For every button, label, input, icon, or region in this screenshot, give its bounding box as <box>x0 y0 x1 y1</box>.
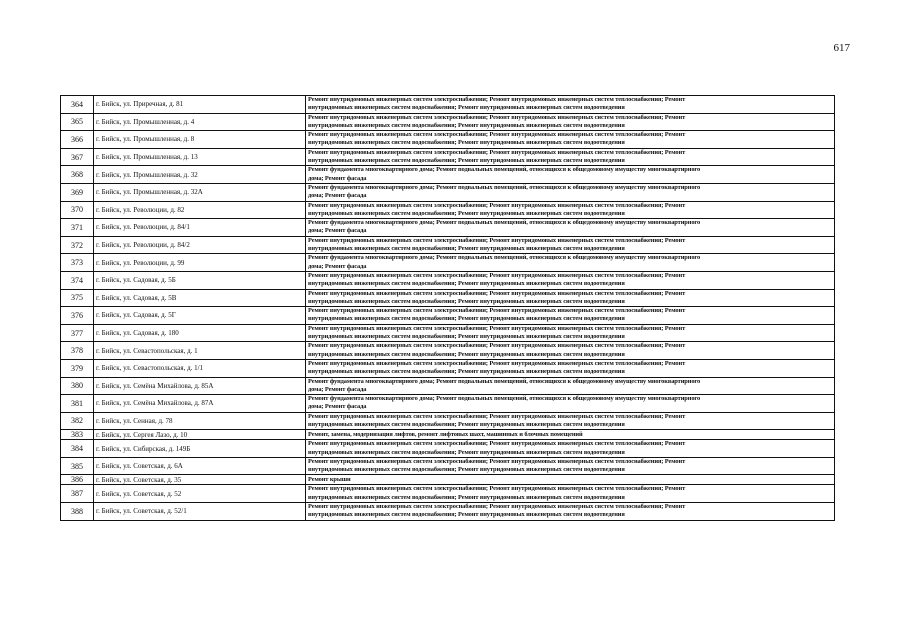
work-description-line: внутридомовых инженерных систем водоснабжения; Ремонт внутридомовых инженерных систем водоотведения <box>308 333 625 341</box>
work-description-cell <box>306 359 835 377</box>
address-cell: г. Бийск, ул. Промышленная, д. 32 <box>94 166 306 184</box>
work-description-line: Ремонт внутридомовых инженерных систем электроснабжения; Ремонт внутридомовых инженерных систем теплоснабжения; Ремонт <box>308 503 686 511</box>
work-description-cell <box>306 342 835 360</box>
address-cell: г. Бийск, ул. Сенная, д. 78 <box>94 412 306 430</box>
address-cell: г. Бийск, ул. Севастопольская, д. 1 <box>94 342 306 360</box>
table-row <box>61 271 835 289</box>
row-number: 371 <box>61 219 94 237</box>
address-cell: г. Бийск, ул. Промышленная, д. 32А <box>94 183 306 201</box>
work-description-line: Ремонт внутридомовых инженерных систем электроснабжения; Ремонт внутридомовых инженерных систем теплоснабжения; Ремонт <box>308 131 686 139</box>
address-cell: г. Бийск, ул. Советская, д. 35 <box>94 475 306 485</box>
table-row <box>61 183 835 201</box>
work-description-cell <box>306 113 835 131</box>
work-description-cell <box>306 440 835 458</box>
row-number: 381 <box>61 395 94 413</box>
table-row <box>61 131 835 149</box>
row-number: 376 <box>61 307 94 325</box>
work-description-cell <box>306 236 835 254</box>
work-description-line: Ремонт внутридомовых инженерных систем электроснабжения; Ремонт внутридомовых инженерных систем теплоснабжения; Ремонт <box>308 113 686 121</box>
address-cell: г. Бийск, ул. Революции, д. 99 <box>94 254 306 272</box>
page-number: 617 <box>833 42 850 54</box>
row-number: 379 <box>61 359 94 377</box>
work-description-line: Ремонт фундамента многоквартирного дома; Ремонт подвальных помещений, относящихся к общедомовому имуществу многоквартирного <box>308 166 701 174</box>
work-description-line: дома; Ремонт фасада <box>308 192 367 200</box>
work-description-line: Ремонт крыши <box>308 475 351 483</box>
row-number: 384 <box>61 440 94 458</box>
work-description-line: Ремонт внутридомовых инженерных систем электроснабжения; Ремонт внутридомовых инженерных систем теплоснабжения; Ремонт <box>308 412 686 420</box>
repair-works-table <box>60 95 835 521</box>
work-description-line: внутридомовых инженерных систем водоснабжения; Ремонт внутридомовых инженерных систем водоотведения <box>308 420 625 428</box>
work-description-line: внутридомовых инженерных систем водоснабжения; Ремонт внутридомовых инженерных систем водоотведения <box>308 139 625 147</box>
table-row <box>61 254 835 272</box>
work-description-line: дома; Ремонт фасада <box>308 403 367 411</box>
address-cell: г. Бийск, ул. Революции, д. 82 <box>94 201 306 219</box>
work-description-line: Ремонт, замена, модернизация лифтов, ремонт лифтовых шахт, машинных и блочных помещений <box>308 430 583 438</box>
work-description-line: внутридомовых инженерных систем водоснабжения; Ремонт внутридомовых инженерных систем водоотведения <box>308 493 625 501</box>
table-row <box>61 457 835 475</box>
address-cell: г. Бийск, ул. Сибирская, д. 149Б <box>94 440 306 458</box>
address-cell: г. Бийск, ул. Садовая, д. 5В <box>94 289 306 307</box>
address-cell: г. Бийск, ул. Садовая, д. 5Б <box>94 271 306 289</box>
row-number: 374 <box>61 271 94 289</box>
work-description-cell <box>306 430 835 440</box>
work-description-line: Ремонт фундамента многоквартирного дома; Ремонт подвальных помещений, относящихся к общедомовому имуществу многоквартирного <box>308 377 701 385</box>
address-cell: г. Бийск, ул. Садовая, д. 5Г <box>94 307 306 325</box>
work-description-line: внутридомовых инженерных систем водоснабжения; Ремонт внутридомовых инженерных систем водоотведения <box>308 209 625 217</box>
row-number: 366 <box>61 131 94 149</box>
work-description-cell <box>306 148 835 166</box>
address-cell: г. Бийск, ул. Советская, д. 52 <box>94 485 306 503</box>
work-description-cell <box>306 183 835 201</box>
work-description-line: Ремонт фундамента многоквартирного дома; Ремонт подвальных помещений, относящихся к общедомовому имуществу многоквартирного <box>308 183 701 191</box>
work-description-line: внутридомовых инженерных систем водоснабжения; Ремонт внутридомовых инженерных систем водоотведения <box>308 368 625 376</box>
work-description-line: внутридомовых инженерных систем водоснабжения; Ремонт внутридомовых инженерных систем водоотведения <box>308 280 625 288</box>
table-row <box>61 324 835 342</box>
table-row <box>61 395 835 413</box>
table-row <box>61 430 835 440</box>
work-description-cell <box>306 307 835 325</box>
row-number: 387 <box>61 485 94 503</box>
work-description-line: Ремонт внутридомовых инженерных систем электроснабжения; Ремонт внутридомовых инженерных систем теплоснабжения; Ремонт <box>308 485 686 493</box>
address-cell: г. Бийск, ул. Промышленная, д. 8 <box>94 131 306 149</box>
work-description-cell <box>306 503 835 521</box>
work-description-line: внутридомовых инженерных систем водоснабжения; Ремонт внутридомовых инженерных систем водоотведения <box>308 297 625 305</box>
work-description-cell <box>306 271 835 289</box>
row-number: 375 <box>61 289 94 307</box>
table-row <box>61 307 835 325</box>
work-description-line: внутридомовых инженерных систем водоснабжения; Ремонт внутридомовых инженерных систем водоотведения <box>308 448 625 456</box>
work-description-line: Ремонт внутридомовых инженерных систем электроснабжения; Ремонт внутридомовых инженерных систем теплоснабжения; Ремонт <box>308 324 686 332</box>
address-cell: г. Бийск, ул. Севастопольская, д. 1/1 <box>94 359 306 377</box>
work-description-line: Ремонт внутридомовых инженерных систем электроснабжения; Ремонт внутридомовых инженерных систем теплоснабжения; Ремонт <box>308 342 686 350</box>
work-description-line: дома; Ремонт фасада <box>308 227 367 235</box>
table-row <box>61 219 835 237</box>
work-description-line: Ремонт внутридомовых инженерных систем электроснабжения; Ремонт внутридомовых инженерных систем теплоснабжения; Ремонт <box>308 457 686 465</box>
work-description-line: Ремонт внутридомовых инженерных систем электроснабжения; Ремонт внутридомовых инженерных систем теплоснабжения; Ремонт <box>308 201 686 209</box>
work-description-line: Ремонт внутридомовых инженерных систем электроснабжения; Ремонт внутридомовых инженерных систем теплоснабжения; Ремонт <box>308 148 686 156</box>
work-description-line: внутридомовых инженерных систем водоснабжения; Ремонт внутридомовых инженерных систем водоотведения <box>308 157 625 165</box>
address-cell: г. Бийск, ул. Советская, д. 52/1 <box>94 503 306 521</box>
table-row <box>61 485 835 503</box>
row-number: 388 <box>61 503 94 521</box>
work-description-cell <box>306 324 835 342</box>
work-description-line: внутридомовых инженерных систем водоснабжения; Ремонт внутридомовых инженерных систем водоотведения <box>308 511 625 519</box>
table-row <box>61 201 835 219</box>
address-cell: г. Бийск, ул. Сергея Лазо, д. 10 <box>94 430 306 440</box>
table-row <box>61 113 835 131</box>
table-row <box>61 412 835 430</box>
row-number: 364 <box>61 96 94 114</box>
work-description-line: Ремонт внутридомовых инженерных систем электроснабжения; Ремонт внутридомовых инженерных систем теплоснабжения; Ремонт <box>308 271 686 279</box>
work-description-cell <box>306 254 835 272</box>
row-number: 372 <box>61 236 94 254</box>
table-row <box>61 96 835 114</box>
table-row <box>61 342 835 360</box>
row-number: 378 <box>61 342 94 360</box>
work-description-line: Ремонт внутридомовых инженерных систем электроснабжения; Ремонт внутридомовых инженерных систем теплоснабжения; Ремонт <box>308 236 686 244</box>
work-description-line: внутридомовых инженерных систем водоснабжения; Ремонт внутридомовых инженерных систем водоотведения <box>308 104 625 112</box>
work-description-line: дома; Ремонт фасада <box>308 262 367 270</box>
work-description-line: Ремонт фундамента многоквартирного дома; Ремонт подвальных помещений, относящихся к общедомовому имуществу многоквартирного <box>308 254 701 262</box>
row-number: 380 <box>61 377 94 395</box>
table-row <box>61 359 835 377</box>
work-description-line: внутридомовых инженерных систем водоснабжения; Ремонт внутридомовых инженерных систем водоотведения <box>308 121 625 129</box>
row-number: 373 <box>61 254 94 272</box>
work-description-line: внутридомовых инженерных систем водоснабжения; Ремонт внутридомовых инженерных систем водоотведения <box>308 315 625 323</box>
row-number: 367 <box>61 148 94 166</box>
table-row <box>61 475 835 485</box>
row-number: 368 <box>61 166 94 184</box>
work-description-cell <box>306 219 835 237</box>
row-number: 383 <box>61 430 94 440</box>
work-description-cell <box>306 377 835 395</box>
row-number: 377 <box>61 324 94 342</box>
address-cell: г. Бийск, ул. Промышленная, д. 4 <box>94 113 306 131</box>
table-row <box>61 503 835 521</box>
address-cell: г. Бийск, ул. Революции, д. 84/2 <box>94 236 306 254</box>
work-description-line: внутридомовых инженерных систем водоснабжения; Ремонт внутридомовых инженерных систем водоотведения <box>308 245 625 253</box>
work-description-line: Ремонт внутридомовых инженерных систем электроснабжения; Ремонт внутридомовых инженерных систем теплоснабжения; Ремонт <box>308 359 686 367</box>
work-description-cell <box>306 289 835 307</box>
work-description-line: внутридомовых инженерных систем водоснабжения; Ремонт внутридомовых инженерных систем водоотведения <box>308 466 625 474</box>
work-description-cell <box>306 201 835 219</box>
work-description-cell <box>306 395 835 413</box>
work-description-cell <box>306 131 835 149</box>
work-description-cell <box>306 166 835 184</box>
address-cell: г. Бийск, ул. Революции, д. 84/1 <box>94 219 306 237</box>
work-description-cell <box>306 412 835 430</box>
address-cell: г. Бийск, ул. Советская, д. 6А <box>94 457 306 475</box>
table-row <box>61 377 835 395</box>
work-description-cell <box>306 475 835 485</box>
table-row <box>61 440 835 458</box>
row-number: 369 <box>61 183 94 201</box>
table-row <box>61 289 835 307</box>
work-description-line: дома; Ремонт фасада <box>308 385 367 393</box>
work-description-line: Ремонт внутридомовых инженерных систем электроснабжения; Ремонт внутридомовых инженерных систем теплоснабжения; Ремонт <box>308 289 686 297</box>
address-cell: г. Бийск, ул. Семёна Михайлова, д. 85А <box>94 377 306 395</box>
work-description-line: Ремонт внутридомовых инженерных систем электроснабжения; Ремонт внутридомовых инженерных систем теплоснабжения; Ремонт <box>308 440 686 448</box>
row-number: 386 <box>61 475 94 485</box>
work-description-line: внутридомовых инженерных систем водоснабжения; Ремонт внутридомовых инженерных систем водоотведения <box>308 350 625 358</box>
address-cell: г. Бийск, ул. Семёна Михайлова, д. 87А <box>94 395 306 413</box>
table-body <box>61 96 835 521</box>
work-description-line: дома; Ремонт фасада <box>308 174 367 182</box>
table-row <box>61 148 835 166</box>
table-row <box>61 236 835 254</box>
row-number: 382 <box>61 412 94 430</box>
address-cell: г. Бийск, ул. Садовая, д. 180 <box>94 324 306 342</box>
work-description-cell <box>306 96 835 114</box>
address-cell: г. Бийск, ул. Промышленная, д. 13 <box>94 148 306 166</box>
work-description-line: Ремонт внутридомовых инженерных систем электроснабжения; Ремонт внутридомовых инженерных систем теплоснабжения; Ремонт <box>308 307 686 315</box>
work-description-cell <box>306 457 835 475</box>
row-number: 365 <box>61 113 94 131</box>
work-description-cell <box>306 485 835 503</box>
work-description-line: Ремонт внутридомовых инженерных систем электроснабжения; Ремонт внутридомовых инженерных систем теплоснабжения; Ремонт <box>308 96 686 103</box>
address-cell: г. Бийск, ул. Приречная, д. 81 <box>94 96 306 114</box>
row-number: 370 <box>61 201 94 219</box>
row-number: 385 <box>61 457 94 475</box>
work-description-line: Ремонт фундамента многоквартирного дома; Ремонт подвальных помещений, относящихся к общедомовому имуществу многоквартирного <box>308 219 701 227</box>
work-description-line: Ремонт фундамента многоквартирного дома; Ремонт подвальных помещений, относящихся к общедомовому имуществу многоквартирного <box>308 395 701 403</box>
table-row <box>61 166 835 184</box>
